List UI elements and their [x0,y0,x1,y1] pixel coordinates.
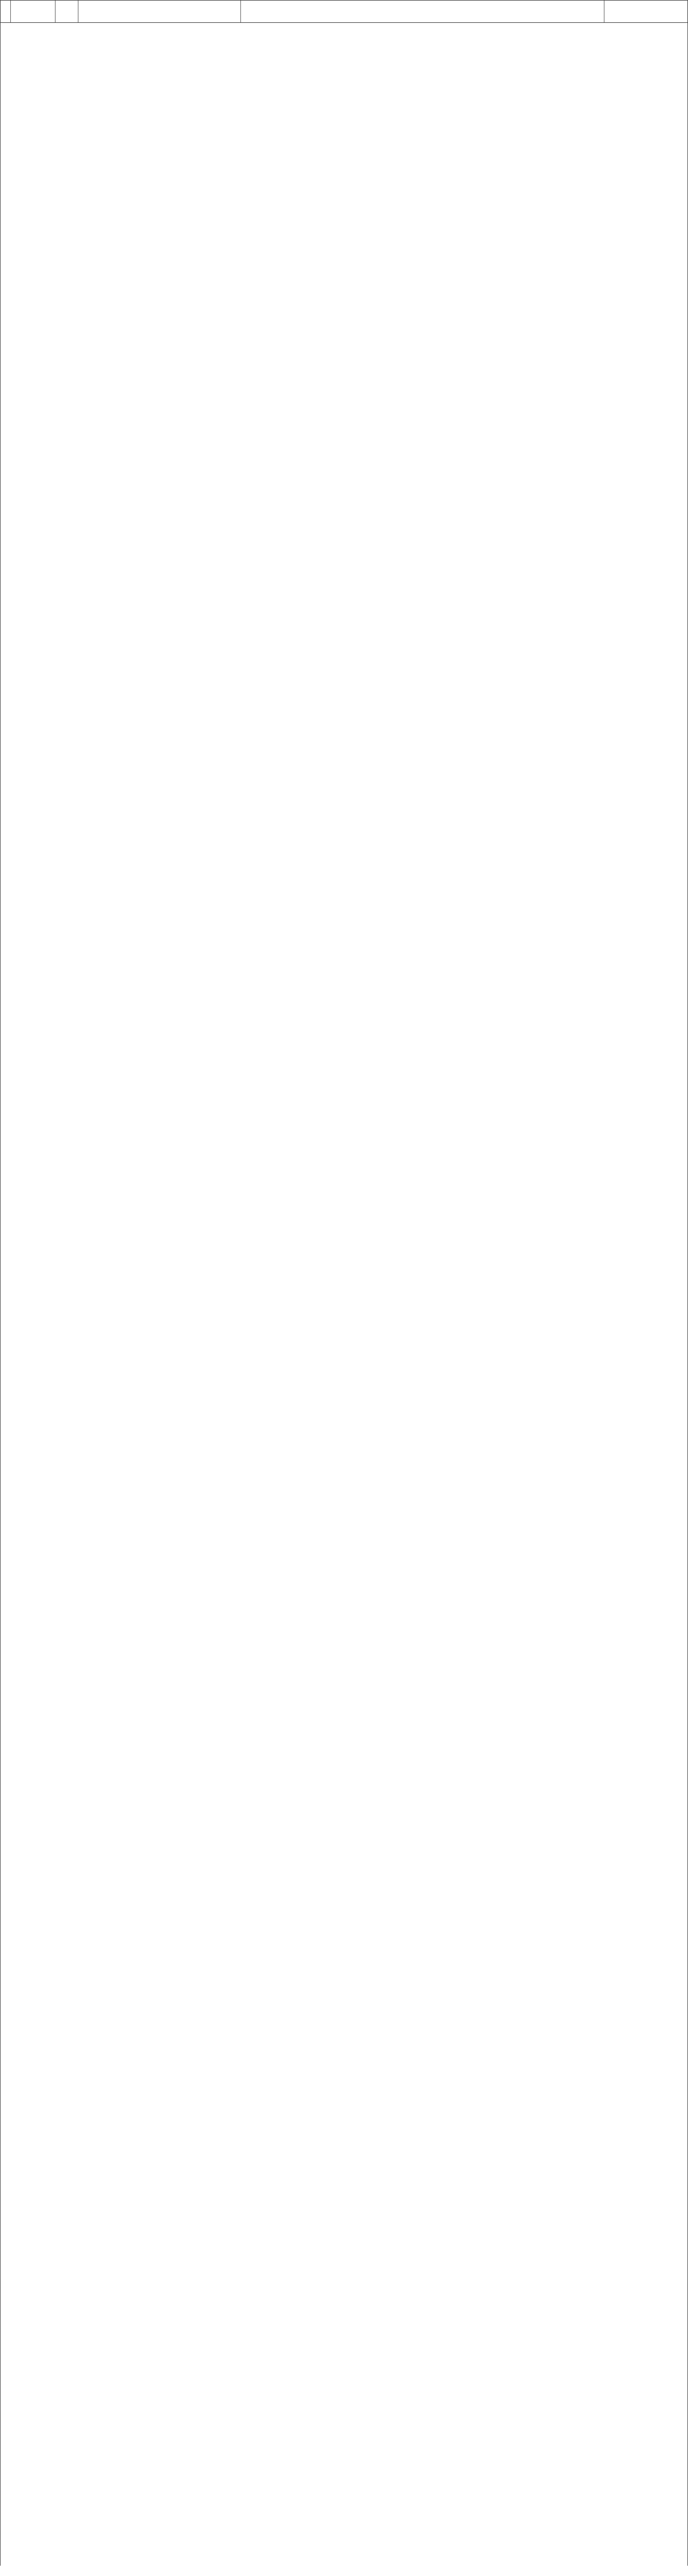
header-no [1,1,11,22]
header-level [56,1,78,22]
table-header [0,0,688,23]
table-body [0,23,688,2566]
header-dept [604,1,687,22]
header-name [11,1,56,22]
header-object [78,1,242,22]
header-standard [241,1,604,22]
